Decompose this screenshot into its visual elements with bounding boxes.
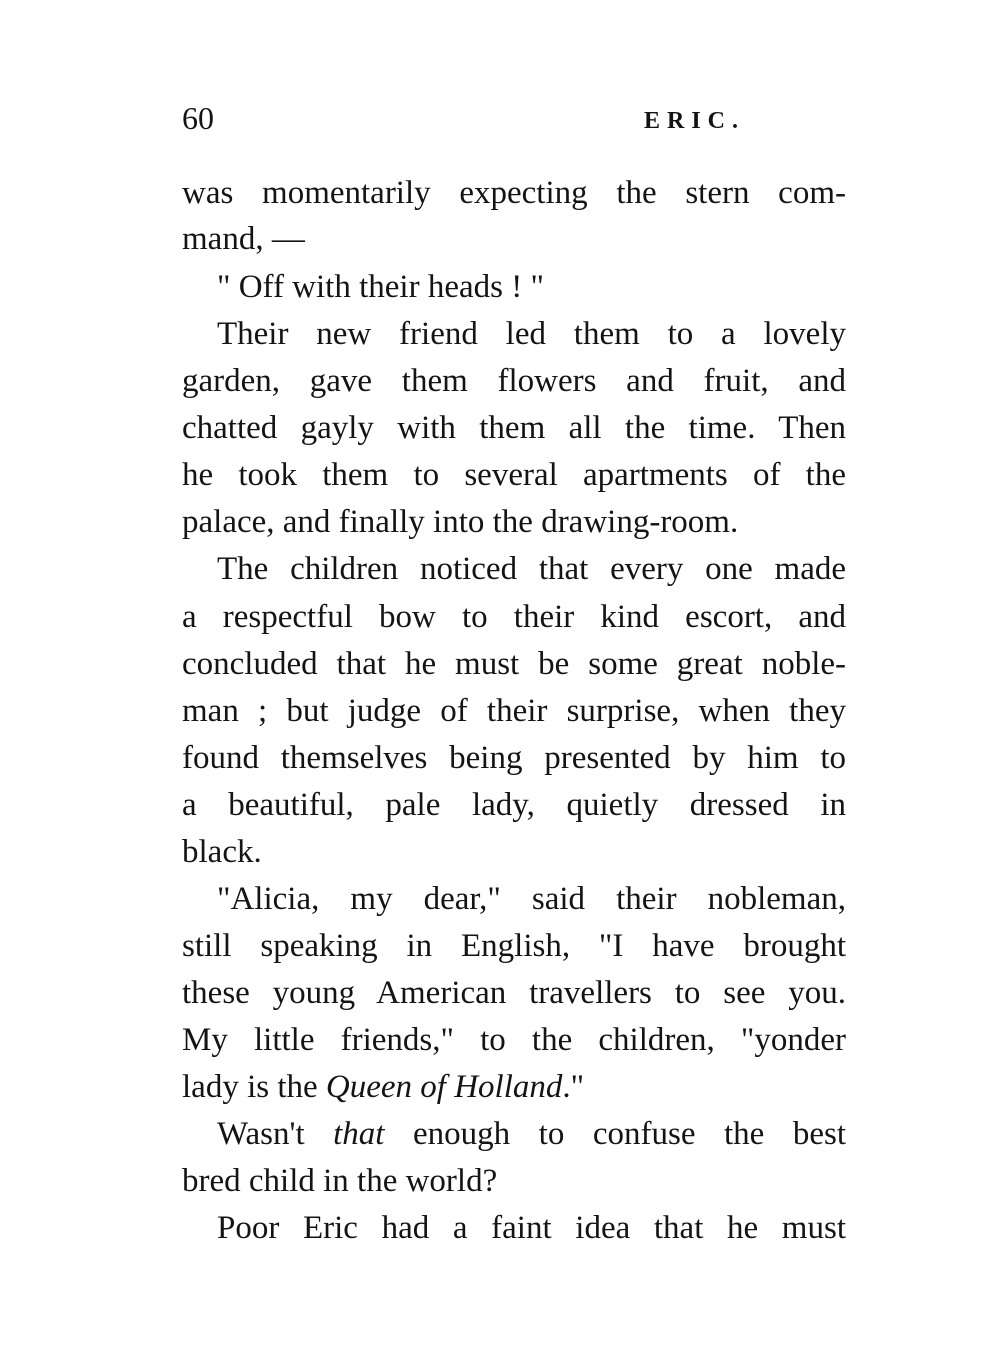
text-line: The children noticed that every one made: [217, 551, 846, 587]
text-line: still speaking in English, "I have brought: [182, 928, 846, 964]
text-line: Poor Eric had a faint idea that he must: [217, 1210, 846, 1246]
emphasis-that: that: [333, 1116, 385, 1152]
text-line: palace, and finally into the drawing-room.: [182, 504, 739, 540]
text-line: bred child in the world?: [182, 1163, 498, 1199]
line-text: Wasn't: [217, 1116, 334, 1152]
text-line: these young American travellers to see you.: [182, 975, 846, 1011]
text-line: concluded that he must be some great noble-: [182, 646, 846, 682]
text-line: " Off with their heads ! ": [217, 269, 544, 305]
emphasis-queen-of-holland: Queen of Holland: [325, 1069, 563, 1105]
line-text: lady is the: [182, 1069, 326, 1105]
text-line: garden, gave them flowers and fruit, and: [182, 363, 846, 399]
text-line: [182, 1064, 846, 1110]
text-line: a respectful bow to their kind escort, and: [182, 599, 846, 635]
line-text: .": [562, 1069, 585, 1105]
running-head: ERIC.: [644, 108, 746, 134]
page-number: 60: [182, 100, 214, 136]
text-line: [217, 1111, 846, 1157]
text-line: was momentarily expecting the stern com-: [182, 175, 846, 211]
text-line: mand, —: [182, 221, 305, 257]
text-line: found themselves being presented by him to: [182, 740, 846, 776]
text-line: Their new friend led them to a lovely: [217, 316, 846, 352]
text-line: black.: [182, 834, 262, 870]
text-line: My little friends," to the children, "yonder: [182, 1022, 846, 1058]
text-line: man ; but judge of their surprise, when they: [182, 693, 846, 729]
text-line: he took them to several apartments of the: [182, 457, 846, 493]
text-line: "Alicia, my dear," said their nobleman,: [217, 881, 846, 917]
text-line: a beautiful, pale lady, quietly dressed in: [182, 787, 846, 823]
page-header: [182, 100, 847, 150]
text-line: chatted gayly with them all the time. Then: [182, 410, 846, 446]
line-text: enough to confuse the best: [384, 1116, 847, 1152]
